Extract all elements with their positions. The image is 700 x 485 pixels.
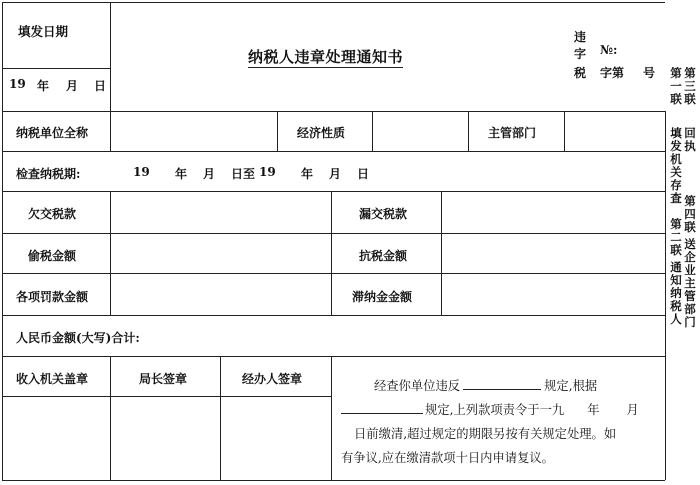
- notice-line-3: 日前缴清,超过规定的期限另按有关规定处理。如: [354, 427, 617, 441]
- inspection-from-year: 19: [133, 165, 150, 179]
- taxpayer-name-label: 纳税单位全称: [16, 126, 89, 140]
- handler-sign-label: 经办人签章: [242, 372, 303, 386]
- competent-dept-label: 主管部门: [488, 126, 537, 140]
- fines-label: 各项罚款金额: [16, 290, 89, 304]
- owed-tax-label: 欠交税款: [28, 207, 77, 221]
- inspection-period-label: 检查纳税期:: [16, 167, 81, 181]
- regulation-blank-2: [341, 402, 423, 414]
- side-note-notify-taxpayer: 通 知 纳 税 人: [670, 260, 682, 326]
- late-fee-label: 滞纳金金额: [352, 290, 413, 304]
- director-sign-label: 局长签章: [139, 372, 188, 386]
- side-note-copy-2: 第 二 联: [670, 217, 682, 257]
- document-title: 纳税人违章处理通知书: [248, 48, 404, 66]
- zi-di-label: 字第: [600, 66, 625, 80]
- resisted-tax-label: 抗税金额: [359, 249, 408, 263]
- fill-date-year: 年: [37, 79, 50, 93]
- tax-char: 税: [574, 66, 587, 80]
- economic-nature-label: 经济性质: [297, 126, 346, 140]
- leaked-tax-label: 漏交税款: [359, 207, 408, 221]
- fill-date-label: 填发日期: [18, 24, 69, 39]
- violation-char: 违: [574, 30, 587, 44]
- inspection-to-year: 19: [259, 165, 276, 179]
- notice-line-2: 规定,上列款项责令于一九 年 月: [341, 398, 639, 423]
- competent-dept-cell: [566, 113, 663, 149]
- inspection-ri-zhi: 日至: [231, 167, 256, 181]
- regulation-blank-1: [463, 378, 541, 390]
- fill-date-day: 日: [94, 79, 107, 93]
- notice-line-1: 经查你单位违反 规定,根据: [374, 379, 598, 393]
- inspection-yue-1: 月: [203, 167, 216, 181]
- evaded-tax-label: 偷税金额: [28, 249, 77, 263]
- side-note-copy-4: 第 四 联: [684, 194, 696, 234]
- notice-line-4: 有争议,应在缴清款项十日内申请复议。: [341, 451, 554, 465]
- inspection-nian-1: 年: [175, 167, 188, 181]
- side-note-filing-office: 填 发 机 关 存 查: [670, 126, 682, 205]
- inspection-yue-2: 月: [329, 167, 342, 181]
- rmb-total-label: 人民币金额(大写)合计:: [16, 331, 140, 345]
- number-label: №:: [600, 43, 618, 57]
- no-char: 字: [574, 47, 587, 61]
- side-note-copy-1: 第 一 联: [670, 66, 682, 106]
- inspection-nian-2: 年: [301, 167, 314, 181]
- receiving-seal-label: 收入机关盖章: [16, 372, 89, 386]
- fill-date-year-prefix: 19: [9, 77, 26, 91]
- side-note-receipt: 回 执: [684, 126, 696, 153]
- fill-date-month: 月: [66, 79, 79, 93]
- side-note-send-dept: 送 企 业 主 管 部 门: [684, 237, 696, 329]
- side-note-copy-3: 第 三 联: [684, 66, 696, 106]
- economic-nature-cell: [374, 113, 466, 149]
- taxpayer-name-cell: [112, 113, 275, 149]
- inspection-ri-2: 日: [357, 167, 370, 181]
- hao-label: 号: [643, 66, 656, 80]
